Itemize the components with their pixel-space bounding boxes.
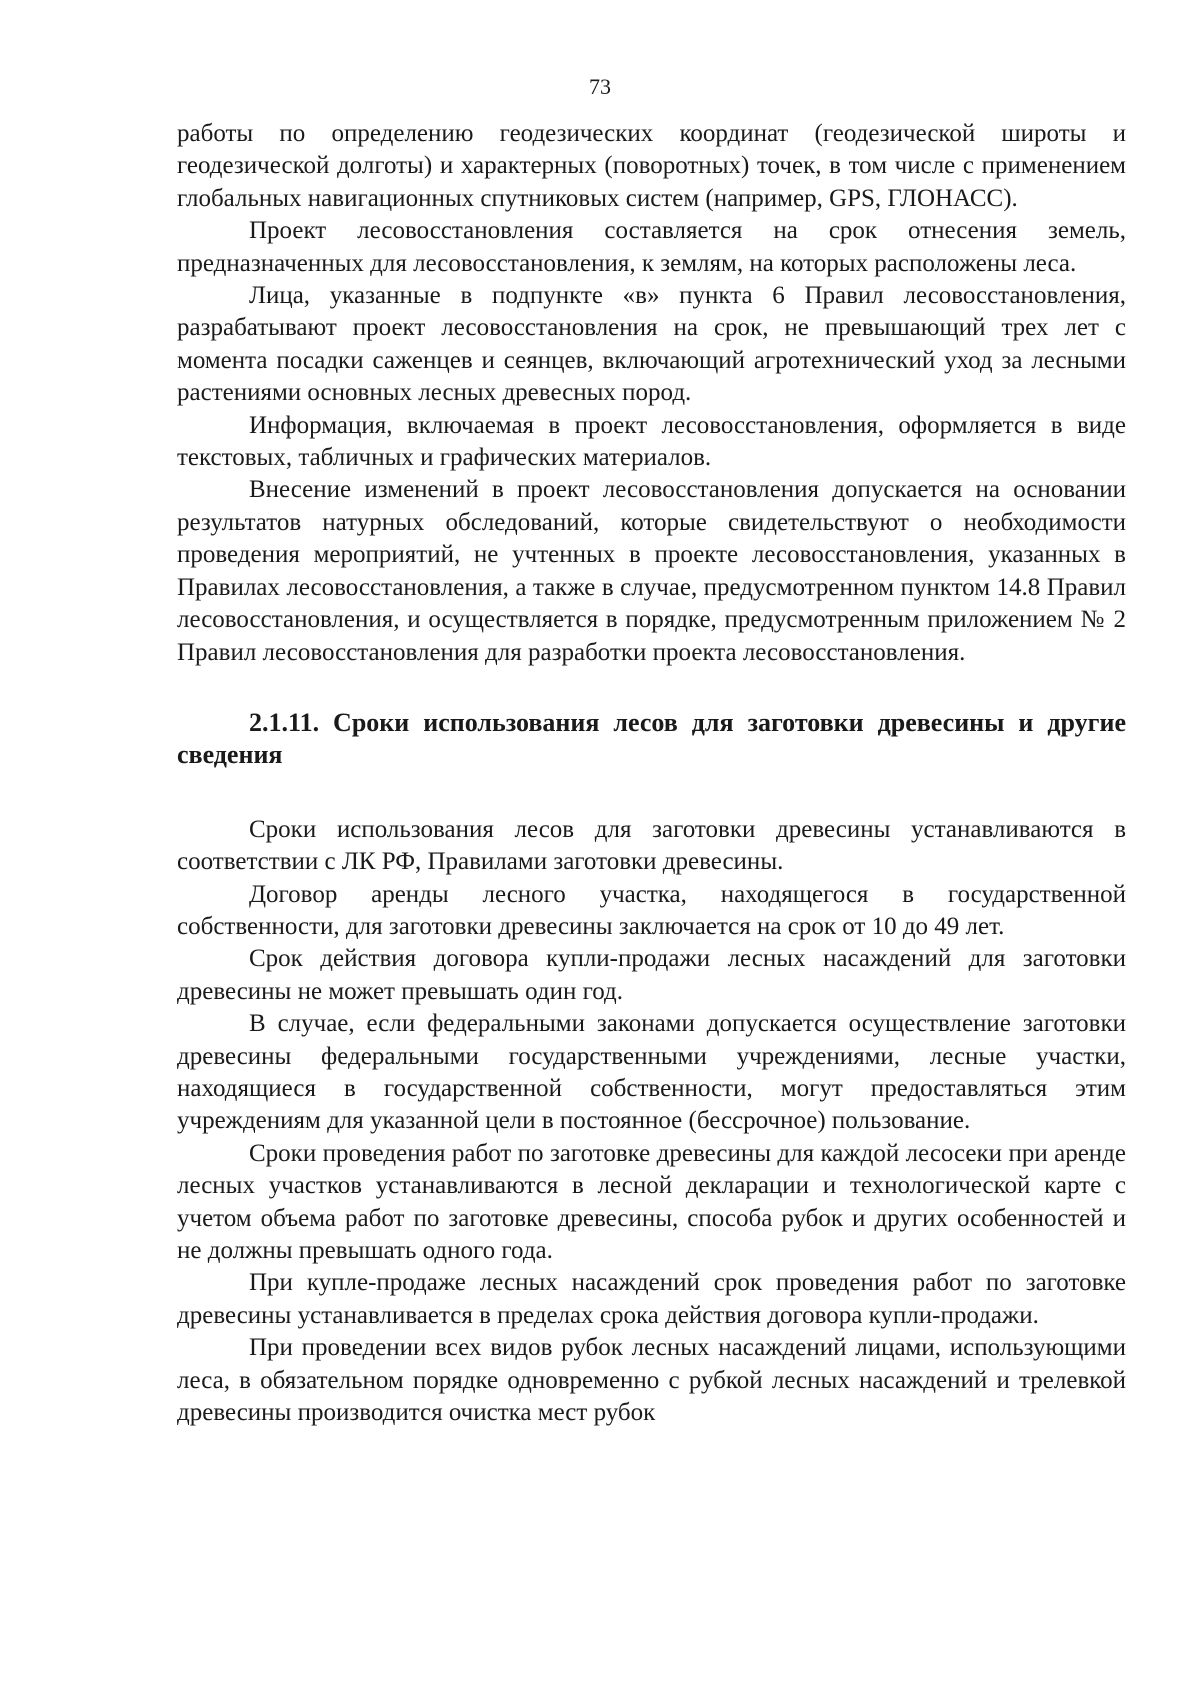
paragraph: Сроки использования лесов для заготовки древесины устанавливаются в соответствии с ЛК РФ, Правилами заготовки древесины. bbox=[177, 815, 1126, 876]
paragraph: Информация, включаемая в проект лесовосстановления, оформляется в виде текстовых, табличных и графических материалов. bbox=[177, 411, 1126, 472]
paragraph: Срок действия договора купли-продажи лесных насаждений для заготовки древесины не может превышать один год. bbox=[177, 945, 1126, 1005]
paragraph: В случае, если федеральными законами допускается осуществление заготовки древесины федеральными государственными учреждениями, лесные участки, находящиеся в государственной собственности, могут предоставляться этим учреждениям для указанной цели в постоянное (бессрочное) пользование. bbox=[177, 1010, 1126, 1135]
paragraph: Договор аренды лесного участка, находящегося в государственной собственности, для заготовки древесины заключается на срок от 10 до 49 лет. bbox=[177, 880, 1126, 940]
paragraph: Сроки проведения работ по заготовке древесины для каждой лесосеки при аренде лесных участков устанавливаются в лесной декларации и технологической карте с учетом объема работ по заготовке древесины, способа рубок и других особенностей и не должны превышать одного года. bbox=[177, 1139, 1126, 1264]
paragraph: При проведении всех видов рубок лесных насаждений лицами, использующими леса, в обязательном порядке одновременно с рубкой лесных насаждений и трелевкой древесины производится очистка мест рубок bbox=[177, 1334, 1126, 1427]
paragraph: Внесение изменений в проект лесовосстановления допускается на основании результатов натурных обследований, которые свидетельствуют о необходимости проведения мероприятий, не учтенных в проекте лесовосстановления, указанных в Правилах лесовосстановления, а также в случае, предусмотренном пунктом 14.8 Правил лесовосстановления, и осуществляется в порядке, предусмотренным приложением № 2 Правил лесовосстановления для разработки проекта лесовосстановления. bbox=[177, 476, 1126, 666]
paragraph: Лица, указанные в подпункте «в» пункта 6 Правил лесовосстановления, разрабатывают проект лесовосстановления на срок, не превышающий трех лет с момента посадки саженцев и сеянцев, включающий агротехнический уход за лесными растениями основных лесных древесных пород. bbox=[177, 282, 1126, 407]
page-content bbox=[177, 118, 1126, 1429]
paragraph-continuation: работы по определению геодезических координат (геодезической широты и геодезической долготы) и характерных (поворотных) точек, в том числе с применением глобальных навигационных спутниковых систем (например, GPS, ГЛОНАСС). bbox=[177, 120, 1126, 212]
paragraph: Проект лесовосстановления составляется на срок отнесения земель, предназначенных для лесовосстановления, к землям, на которых расположены леса. bbox=[177, 217, 1126, 277]
paragraph: При купле-продаже лесных насаждений срок проведения работ по заготовке древесины устанавливается в пределах срока действия договора купли-продажи. bbox=[177, 1269, 1126, 1329]
page-number: 73 bbox=[589, 74, 611, 99]
section-heading: 2.1.11. Сроки использования лесов для заготовки древесины и другие сведения bbox=[177, 707, 1126, 770]
